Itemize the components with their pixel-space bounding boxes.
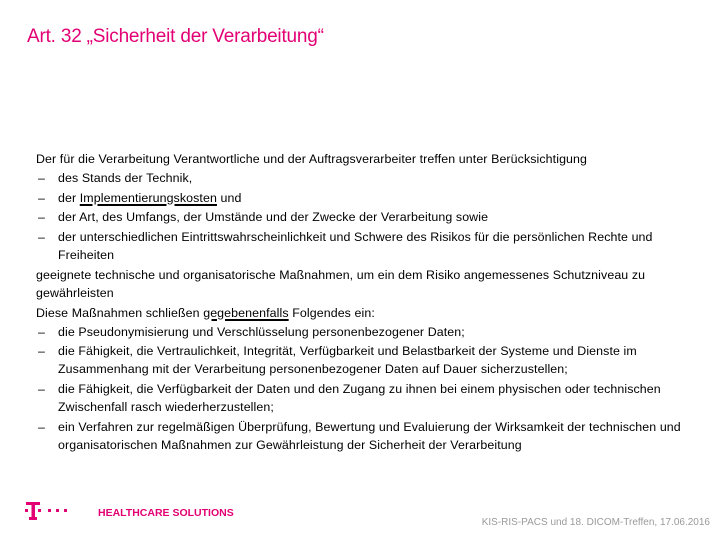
list-item [36,228,708,266]
list-item [36,169,708,188]
list-item [36,380,708,418]
dash-bullet: – [38,171,45,186]
dash-bullet: – [38,190,45,205]
middle-text: geeignete technische und organisatorische Maßnahmen, um ein dem Risiko angemessenes Schutzniveau zu gewährleisten [36,267,646,300]
underlined-term: gegebenenfalls [203,305,289,320]
measures-pre: Diese Maßnahmen schließen [36,305,204,320]
slide-body [36,150,708,456]
underlined-term: Implementierungskosten [79,190,217,205]
list-item-text: die Fähigkeit, die Vertraulichkeit, Integrität, Verfügbarkeit und Belastbarkeit der Systeme und Dienste im Zusammenhang mit der Verarbeitung personenbezogener Daten auf Dauer sicherzustellen; [58,344,637,377]
measures-post: Folgendes ein: [288,305,375,320]
list-item [36,342,708,380]
list-item [36,418,708,456]
list-item-text: die Pseudonymisierung und Verschlüsselung personenbezogener Daten; [58,325,465,340]
list-item [36,323,708,342]
list-item-text-post: und [216,190,242,205]
list-item-text-pre: der [58,190,80,205]
dash-bullet: – [38,210,45,225]
intro-text: Der für die Verarbeitung Verantwortliche und der Auftragsverarbeiter treffen unter Berücksichtigung [36,152,588,166]
list-item-text: der unterschiedlichen Eintrittswahrscheinlichkeit und Schwere des Risikos für die persönlichen Rechte und Freiheiten [58,229,653,262]
list-item [36,189,708,208]
list-item-text: die Fähigkeit, die Verfügbarkeit der Daten und den Zugang zu ihnen bei einem physischen oder technischen Zwischenfall rasch wiederherzustellen; [58,382,661,415]
list-item-text: des Stands der Technik, [58,171,193,186]
telekom-t-logo-icon [24,500,74,524]
dash-bullet: – [38,325,45,340]
brand-label: HEALTHCARE SOLUTIONS [98,507,234,519]
measures-text [36,304,708,323]
dash-bullet: – [38,229,45,244]
dash-bullet: – [38,344,45,359]
dash-bullet: – [38,420,45,435]
list-item-text: ein Verfahren zur regelmäßigen Überprüfung, Bewertung und Evaluierung der Wirksamkeit der technischen und organisatorischen Maßnahmen zur Gewährleistung der Sicherheit der Verarbeitung [58,420,681,453]
list-item [36,208,708,227]
dash-bullet: – [38,382,45,397]
footer-event-text: KIS-RIS-PACS und 18. DICOM-Treffen, 17.06.2016 [481,517,710,528]
slide-title: Art. 32 „Sicherheit der Verarbeitung“ [27,26,324,47]
list-item-text: der Art, des Umfangs, der Umstände und der Zwecke der Verarbeitung sowie [58,210,489,225]
